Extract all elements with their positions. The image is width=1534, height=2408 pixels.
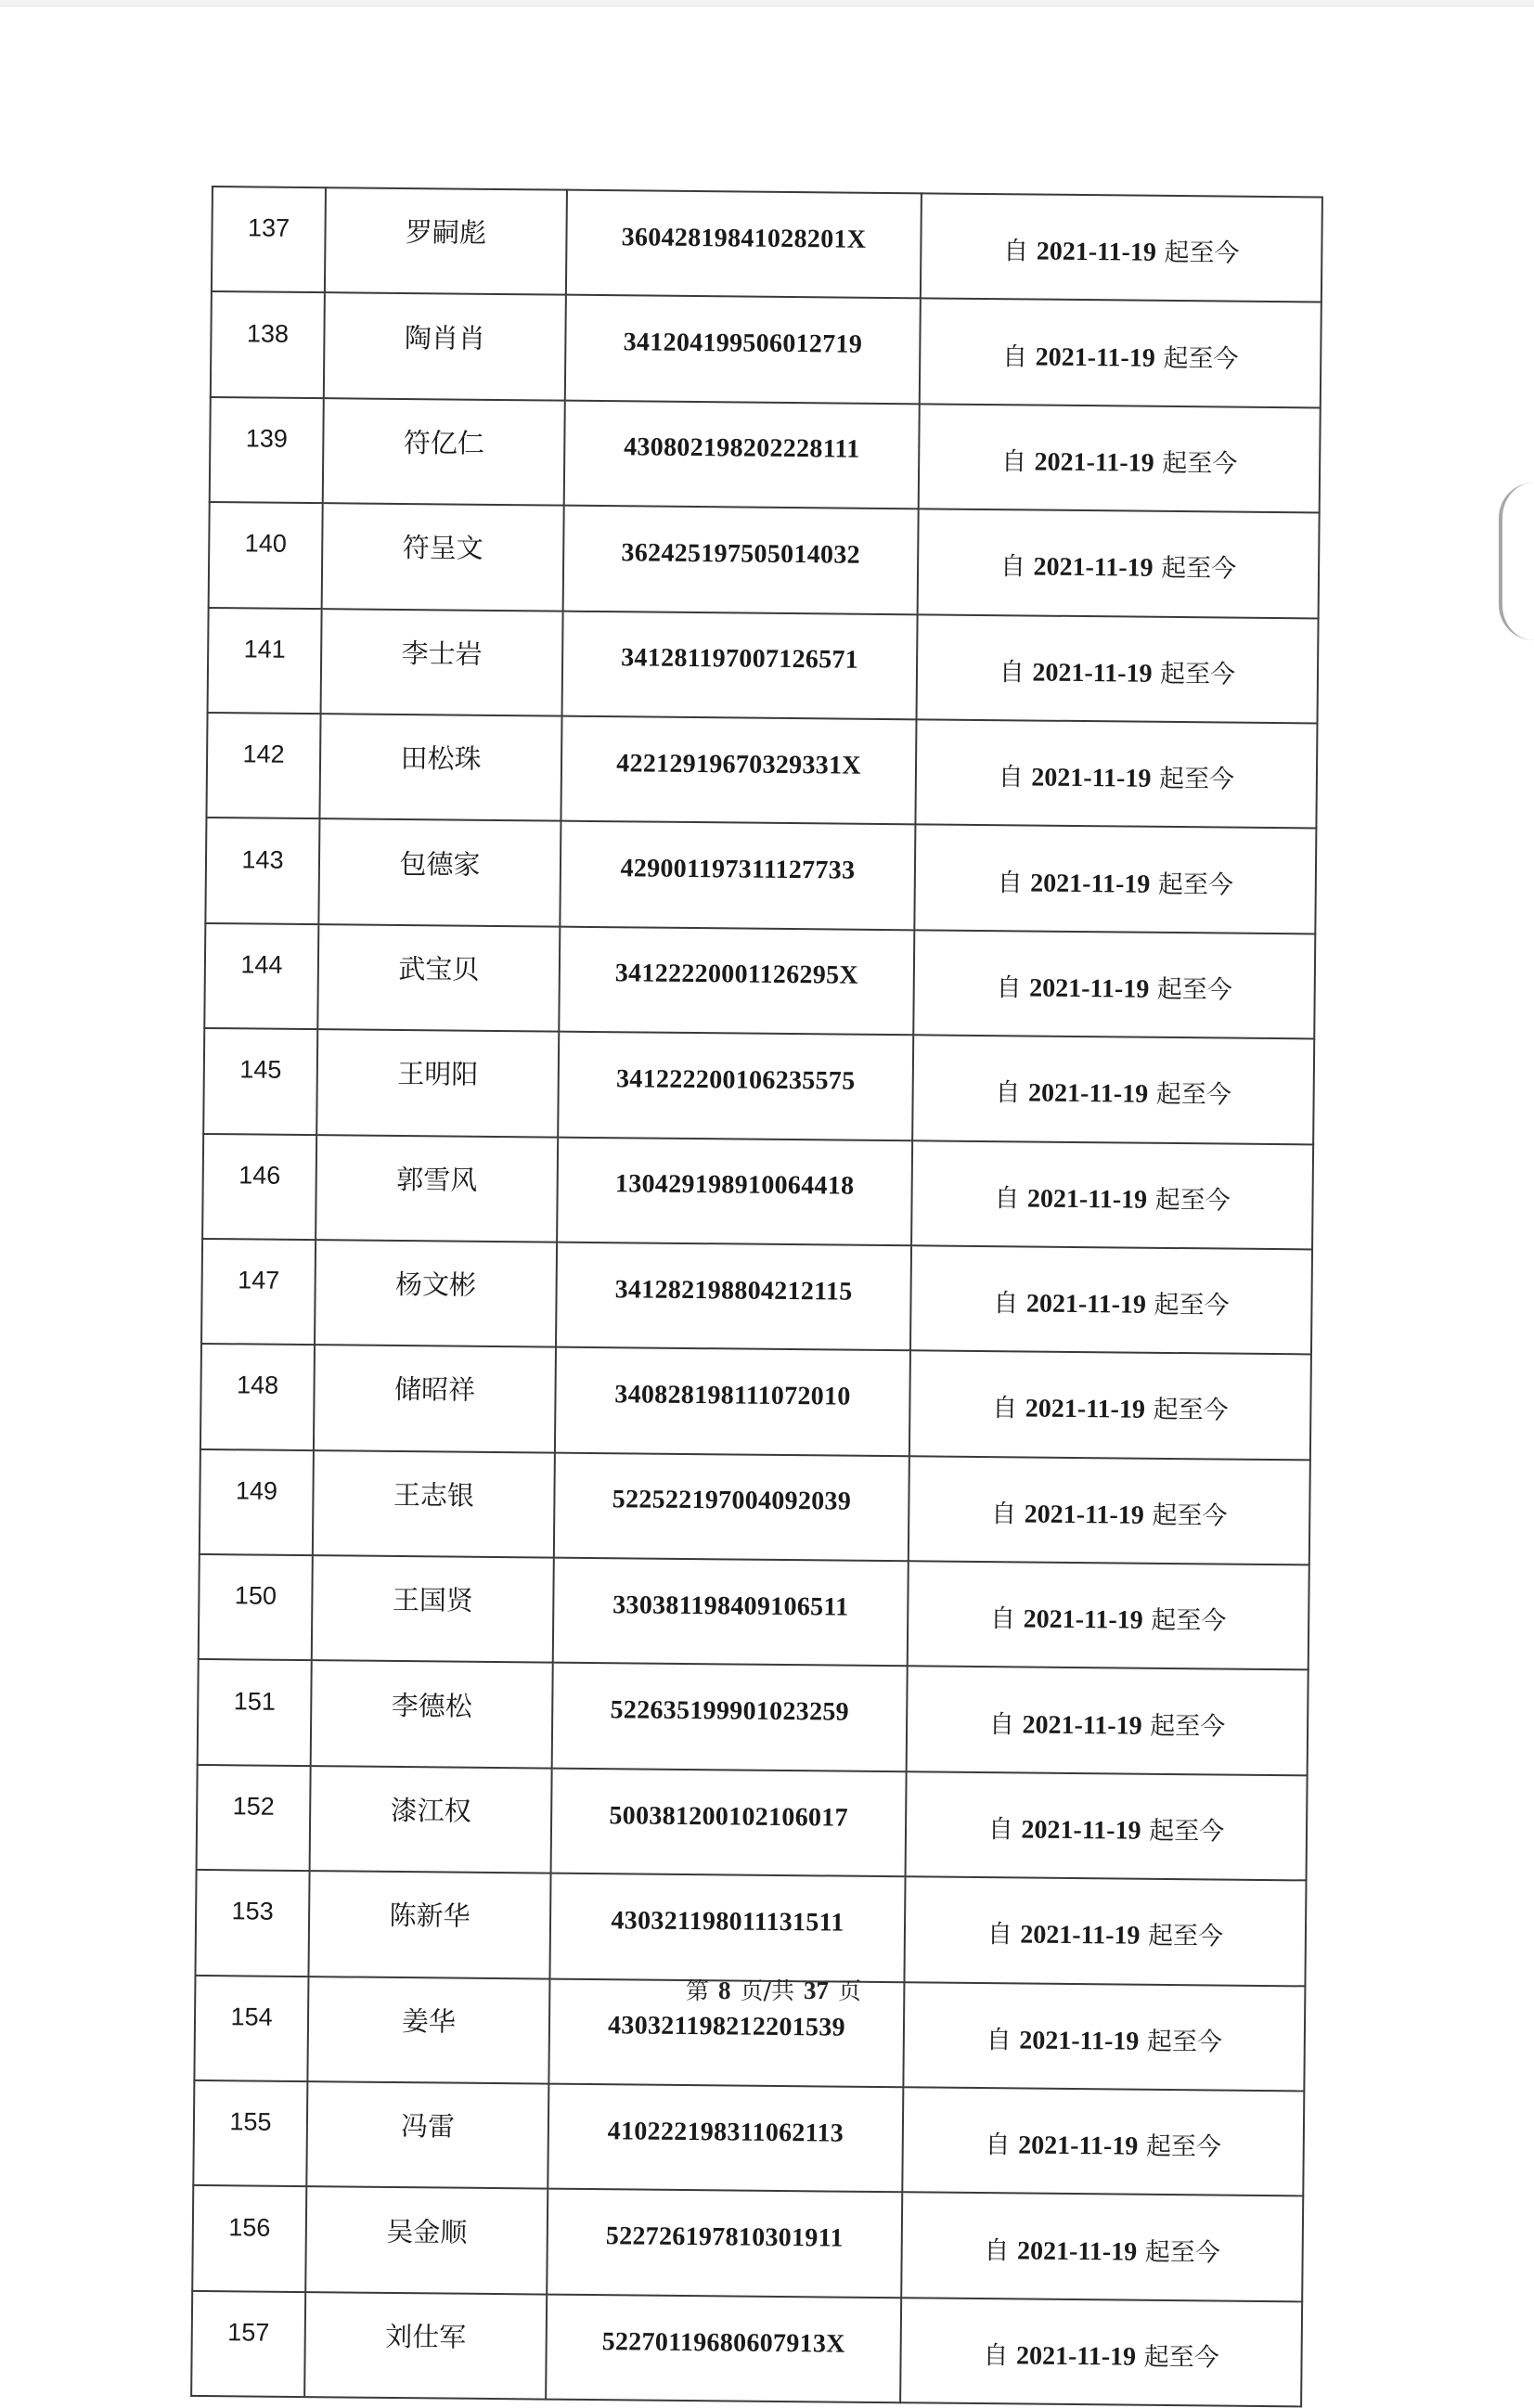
id-number-cell: 362425197505014032 bbox=[563, 506, 919, 614]
period-suffix: 起至今 bbox=[1163, 343, 1239, 374]
period-suffix: 起至今 bbox=[1155, 1080, 1231, 1110]
period-cell bbox=[911, 1140, 1313, 1250]
name-cell: 漆江权 bbox=[310, 1766, 552, 1874]
footer-middle: 页/共 bbox=[740, 1977, 794, 2004]
period-suffix: 起至今 bbox=[1149, 1816, 1225, 1847]
period-prefix: 自 bbox=[983, 2341, 1009, 2371]
name-cell: 田松珠 bbox=[319, 714, 561, 821]
period-suffix: 起至今 bbox=[1145, 2131, 1222, 2162]
period-prefix: 自 bbox=[1003, 237, 1029, 266]
table-row bbox=[204, 923, 1315, 1039]
page-footer bbox=[0, 1973, 1534, 2006]
period-cell bbox=[908, 1561, 1309, 1670]
id-number-cell: 330381198409106511 bbox=[553, 1558, 909, 1667]
period-suffix: 起至今 bbox=[1159, 659, 1236, 689]
period-prefix: 自 bbox=[989, 1604, 1016, 1634]
table-row bbox=[208, 608, 1319, 724]
period-suffix: 起至今 bbox=[1151, 1606, 1227, 1636]
period-suffix: 起至今 bbox=[1154, 1185, 1231, 1216]
period-cell bbox=[919, 404, 1321, 513]
period-date: 2021-11-19 bbox=[1019, 2026, 1140, 2056]
period-date: 2021-11-19 bbox=[1035, 342, 1155, 373]
name-cell: 武宝贝 bbox=[317, 924, 560, 1032]
period-date: 2021-11-19 bbox=[1033, 552, 1154, 584]
period-suffix: 起至今 bbox=[1157, 869, 1234, 900]
period-cell bbox=[912, 1035, 1314, 1144]
row-number-cell: 156 bbox=[192, 2185, 306, 2292]
table-row bbox=[197, 1765, 1308, 1881]
period-suffix: 起至今 bbox=[1143, 2342, 1219, 2373]
period-prefix: 自 bbox=[998, 763, 1024, 792]
id-number-cell: 340828198111072010 bbox=[555, 1347, 910, 1456]
period-date: 2021-11-19 bbox=[1036, 237, 1157, 267]
period-prefix: 自 bbox=[985, 2131, 1011, 2160]
table-row bbox=[212, 187, 1322, 303]
table-row bbox=[200, 1344, 1311, 1460]
name-cell: 储昭祥 bbox=[314, 1345, 556, 1452]
id-number-cell: 429001197311127733 bbox=[560, 821, 915, 930]
period-cell bbox=[902, 2087, 1304, 2196]
table-row bbox=[202, 1133, 1313, 1249]
row-number-cell: 155 bbox=[193, 2080, 307, 2187]
personnel-table bbox=[190, 186, 1323, 2408]
period-suffix: 起至今 bbox=[1153, 1396, 1229, 1426]
row-number-cell: 144 bbox=[204, 923, 318, 1030]
id-number-cell: 522522197004092039 bbox=[554, 1452, 909, 1561]
table-row bbox=[205, 818, 1316, 934]
name-cell: 姜华 bbox=[307, 1977, 549, 2084]
period-suffix: 起至今 bbox=[1164, 238, 1240, 268]
period-cell bbox=[904, 1877, 1306, 1987]
table-row bbox=[209, 502, 1320, 618]
name-cell: 郭雪风 bbox=[316, 1135, 558, 1243]
total-page-count: 37 bbox=[803, 1977, 829, 2004]
period-suffix: 起至今 bbox=[1158, 764, 1235, 794]
period-date: 2021-11-19 bbox=[1032, 658, 1153, 689]
name-cell: 包德家 bbox=[318, 818, 561, 926]
id-number-cell: 36042819841028201X bbox=[566, 190, 922, 299]
table-row bbox=[200, 1449, 1310, 1565]
period-cell bbox=[906, 1771, 1308, 1881]
period-date: 2021-11-19 bbox=[1025, 1394, 1146, 1425]
period-prefix: 自 bbox=[999, 552, 1026, 582]
table-row bbox=[206, 713, 1317, 829]
table-row bbox=[195, 1870, 1306, 1986]
table-row bbox=[192, 2185, 1303, 2301]
footer-prefix: 第 bbox=[686, 1977, 710, 2004]
period-date: 2021-11-19 bbox=[1031, 763, 1152, 793]
period-date: 2021-11-19 bbox=[1015, 2341, 1137, 2372]
row-number-cell: 147 bbox=[201, 1239, 316, 1346]
id-number-cell: 341281197007126571 bbox=[562, 611, 918, 719]
id-number-cell: 341222200106235575 bbox=[558, 1032, 913, 1140]
period-suffix: 起至今 bbox=[1150, 1711, 1226, 1742]
table-row bbox=[211, 291, 1321, 407]
row-number-cell: 150 bbox=[199, 1554, 313, 1661]
row-number-cell: 142 bbox=[206, 713, 320, 819]
name-cell: 符亿仁 bbox=[323, 398, 565, 506]
period-suffix: 起至今 bbox=[1147, 1922, 1224, 1951]
table-row bbox=[199, 1554, 1309, 1670]
name-cell: 刘仕军 bbox=[304, 2292, 547, 2400]
period-prefix: 自 bbox=[984, 2235, 1010, 2265]
period-date: 2021-11-19 bbox=[1029, 973, 1150, 1004]
row-number-cell: 140 bbox=[209, 502, 323, 609]
period-prefix: 自 bbox=[988, 1709, 1015, 1740]
current-page-number: 8 bbox=[718, 1977, 731, 2004]
period-prefix: 自 bbox=[994, 1183, 1020, 1214]
period-cell bbox=[918, 509, 1320, 618]
period-prefix: 自 bbox=[995, 1078, 1021, 1108]
period-cell bbox=[901, 2193, 1303, 2302]
row-number-cell: 148 bbox=[200, 1344, 315, 1450]
period-suffix: 起至今 bbox=[1152, 1500, 1228, 1531]
period-date: 2021-11-19 bbox=[1022, 1710, 1142, 1741]
period-cell bbox=[920, 299, 1321, 408]
period-date: 2021-11-19 bbox=[1024, 1500, 1144, 1530]
period-suffix: 起至今 bbox=[1161, 554, 1237, 584]
row-number-cell: 152 bbox=[197, 1765, 311, 1872]
table-row bbox=[191, 2291, 1302, 2407]
period-prefix: 自 bbox=[993, 1289, 1019, 1319]
table-row bbox=[203, 1028, 1314, 1144]
period-prefix: 自 bbox=[986, 1920, 1012, 1950]
name-cell: 陶肖肖 bbox=[324, 293, 566, 401]
id-number-cell: 52270119680607913X bbox=[546, 2294, 901, 2402]
id-number-cell: 500381200102106017 bbox=[551, 1768, 907, 1876]
name-cell: 王国贤 bbox=[312, 1555, 554, 1663]
row-number-cell: 143 bbox=[205, 818, 319, 924]
name-cell: 王志银 bbox=[313, 1450, 555, 1558]
personnel-table-body bbox=[191, 187, 1322, 2407]
name-cell: 罗嗣彪 bbox=[325, 187, 567, 295]
binding-mark bbox=[1499, 483, 1534, 640]
period-prefix: 自 bbox=[1001, 341, 1028, 372]
row-number-cell: 139 bbox=[210, 397, 324, 504]
period-prefix: 自 bbox=[987, 1815, 1014, 1845]
period-cell bbox=[910, 1245, 1312, 1355]
period-prefix: 自 bbox=[999, 657, 1025, 688]
period-suffix: 起至今 bbox=[1144, 2237, 1220, 2268]
period-cell bbox=[907, 1667, 1308, 1776]
id-number-cell: 341204199506012719 bbox=[565, 295, 921, 404]
period-cell bbox=[909, 1351, 1311, 1461]
row-number-cell: 141 bbox=[208, 608, 322, 715]
table-row bbox=[201, 1239, 1312, 1355]
id-number-cell: 341282198804212115 bbox=[556, 1243, 911, 1351]
period-cell bbox=[921, 193, 1322, 303]
period-date: 2021-11-19 bbox=[1021, 1815, 1141, 1846]
row-number-cell: 138 bbox=[211, 291, 325, 398]
table-row bbox=[193, 2080, 1304, 2196]
name-cell: 符呈文 bbox=[322, 503, 564, 611]
period-date: 2021-11-19 bbox=[1018, 2131, 1139, 2161]
row-number-cell: 137 bbox=[212, 187, 326, 293]
id-number-cell: 42212919670329331X bbox=[561, 716, 916, 825]
name-cell: 李士岩 bbox=[321, 609, 563, 716]
period-date: 2021-11-19 bbox=[1016, 2236, 1138, 2267]
id-number-cell: 430321198212201539 bbox=[548, 1978, 904, 2087]
period-date: 2021-11-19 bbox=[1020, 1920, 1141, 1951]
period-cell bbox=[909, 1456, 1310, 1565]
id-number-cell: 430802198202228111 bbox=[564, 400, 920, 509]
period-cell bbox=[913, 930, 1315, 1039]
period-prefix: 自 bbox=[992, 1394, 1018, 1423]
id-number-cell: 410222198311062113 bbox=[548, 2084, 903, 2193]
period-prefix: 自 bbox=[990, 1500, 1017, 1529]
footer-suffix: 页 bbox=[837, 1977, 861, 2004]
name-cell: 吴金顺 bbox=[305, 2187, 548, 2295]
name-cell: 李德松 bbox=[311, 1661, 553, 1769]
period-suffix: 起至今 bbox=[1162, 448, 1238, 479]
period-cell bbox=[915, 719, 1317, 829]
id-number-cell: 34122220001126295X bbox=[559, 926, 914, 1035]
period-prefix: 自 bbox=[986, 2025, 1012, 2055]
scan-top-edge bbox=[0, 0, 1534, 6]
period-date: 2021-11-19 bbox=[1027, 1078, 1149, 1110]
period-date: 2021-11-19 bbox=[1025, 1289, 1147, 1320]
period-date: 2021-11-19 bbox=[1023, 1604, 1143, 1635]
id-number-cell: 430321198011131511 bbox=[549, 1874, 905, 1982]
period-date: 2021-11-19 bbox=[1034, 447, 1154, 478]
period-suffix: 起至今 bbox=[1154, 1290, 1230, 1320]
period-prefix: 自 bbox=[996, 973, 1022, 1003]
period-prefix: 自 bbox=[997, 868, 1023, 897]
period-cell bbox=[917, 614, 1319, 724]
period-prefix: 自 bbox=[1000, 447, 1027, 477]
id-number-cell: 130429198910064418 bbox=[557, 1137, 912, 1245]
name-cell: 王明阳 bbox=[316, 1029, 559, 1137]
table-row bbox=[198, 1659, 1308, 1775]
period-cell bbox=[900, 2298, 1302, 2407]
period-suffix: 起至今 bbox=[1156, 974, 1233, 1005]
row-number-cell: 157 bbox=[191, 2291, 305, 2398]
id-number-cell: 522726197810301911 bbox=[547, 2189, 902, 2298]
name-cell: 陈新华 bbox=[308, 1871, 550, 1978]
row-number-cell: 151 bbox=[198, 1659, 312, 1766]
row-number-cell: 154 bbox=[194, 1976, 308, 2082]
id-number-cell: 522635199901023259 bbox=[552, 1663, 908, 1771]
period-suffix: 起至今 bbox=[1146, 2027, 1223, 2057]
period-date: 2021-11-19 bbox=[1026, 1184, 1148, 1215]
row-number-cell: 153 bbox=[195, 1870, 309, 1977]
name-cell: 冯雷 bbox=[306, 2081, 548, 2189]
row-number-cell: 149 bbox=[200, 1449, 314, 1556]
row-number-cell: 145 bbox=[203, 1028, 317, 1135]
period-date: 2021-11-19 bbox=[1030, 869, 1151, 899]
period-cell bbox=[914, 825, 1316, 934]
row-number-cell: 146 bbox=[202, 1133, 316, 1240]
table-row bbox=[210, 397, 1321, 513]
name-cell: 杨文彬 bbox=[315, 1240, 557, 1347]
